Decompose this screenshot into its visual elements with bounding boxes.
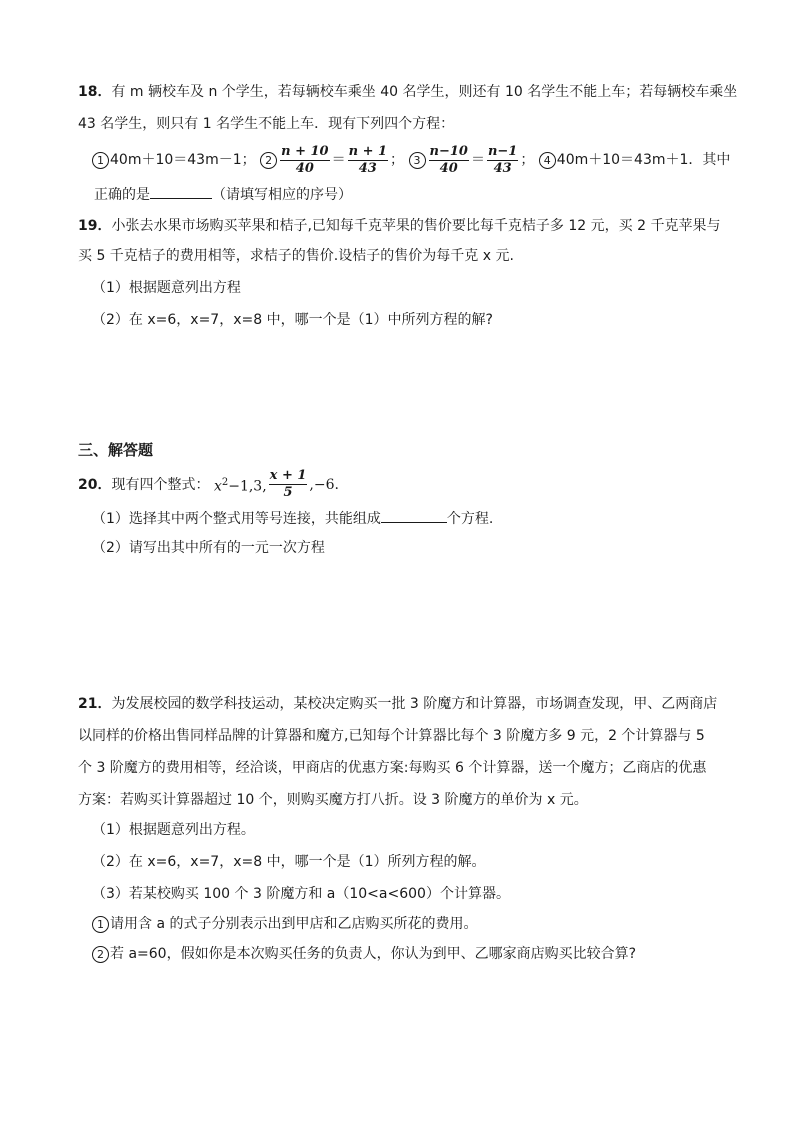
q18-opt2-frac1-num: n + 10 xyxy=(281,143,329,159)
q20-fraction xyxy=(269,468,308,501)
q21-item1-marker: 1 xyxy=(92,916,109,933)
q18-opt3-frac2-num: n−1 xyxy=(487,143,518,159)
q18-options xyxy=(92,140,730,180)
q20-frac-num: x + 1 xyxy=(269,468,307,484)
q20-frac-den: 5 xyxy=(283,485,293,501)
q20-sub1-blank[interactable] xyxy=(381,508,447,523)
q18-opt3-frac2 xyxy=(487,144,518,177)
q19-line1 xyxy=(78,216,720,236)
q18-number: 18． xyxy=(78,84,112,100)
q20-number: 20． xyxy=(78,476,112,493)
q18-opt2-marker: 2 xyxy=(260,152,277,169)
q21-item1 xyxy=(92,914,477,934)
q21-line3: 个 3 阶魔方的费用相等，经洽谈，甲商店的优惠方案:每购买 6 个计算器，送一个魔方；乙商店的优惠 xyxy=(78,760,707,776)
q18-opt3-frac1-den: 40 xyxy=(439,160,458,176)
q18-opt3-equals: ＝ xyxy=(470,152,485,168)
q18-opt3-frac1-num: n−10 xyxy=(429,143,468,159)
q20-sub2: （2）请写出其中所有的一元一次方程 xyxy=(92,540,325,556)
q18-text-line1: 有 m 辆校车及 n 个学生，若每辆校车乘坐 40 名学生，则还有 10 名学生不能上车；若每辆校车乘坐 xyxy=(111,84,738,100)
q18-opt1-marker: 1 xyxy=(92,152,109,169)
q21-number: 21． xyxy=(78,696,112,712)
q19-text-line1: 小张去水果市场购买苹果和桔子,已知每千克苹果的售价要比每千克桔子多 12 元，买 2 千克苹果与 xyxy=(111,218,721,234)
q19-line2: 买 5 千克桔子的费用相等，求桔子的售价.设桔子的售价为每千克 x 元. xyxy=(78,248,514,264)
q19-number: 19． xyxy=(78,218,112,234)
q18-opt3-sep: ； xyxy=(520,152,535,168)
q20-sub1-suffix: 个方程. xyxy=(446,511,494,527)
q18-answer-blank[interactable] xyxy=(150,184,212,199)
q18-answer-suffix: （请填写相应的序号） xyxy=(212,187,352,203)
q19-sub2: （2）在 x=6，x=7，x=8 中，哪一个是（1）中所列方程的解? xyxy=(92,312,493,328)
q20-expr1-rest: −1,3, xyxy=(228,478,267,495)
q18-opt2-frac2-den: 43 xyxy=(358,160,377,176)
q18-line4 xyxy=(94,184,352,205)
q20-expr1-sup: 2 xyxy=(221,477,229,488)
q21-item2-marker: 2 xyxy=(92,946,109,963)
q18-opt2-frac1-den: 40 xyxy=(295,160,314,176)
q21-sub1: （1）根据题意列出方程。 xyxy=(92,822,255,838)
q20-expressions xyxy=(214,466,267,504)
q18-opt1-text: 40m＋10＝43m－1； xyxy=(110,152,256,168)
q21-sub2: （2）在 x=6，x=7，x=8 中，哪一个是（1）所列方程的解。 xyxy=(92,854,486,870)
q18-opt2-frac2 xyxy=(348,144,388,177)
q20-sub1 xyxy=(92,508,493,529)
section-title: 三、解答题 xyxy=(78,441,154,459)
q18-opt2-frac2-num: n + 1 xyxy=(348,143,388,159)
q21-line4: 方案：若购买计算器超过 10 个，则购买魔方打八折。设 3 阶魔方的单价为 x 元。 xyxy=(78,792,588,808)
q18-line1 xyxy=(78,82,737,102)
q18-opt3-marker: 3 xyxy=(409,152,426,169)
q21-item2 xyxy=(92,944,636,964)
q20-line1 xyxy=(78,466,339,504)
q18-opt2-sep: ； xyxy=(390,152,405,168)
q18-opt2-equals: ＝ xyxy=(331,152,346,168)
q21-line2: 以同样的价格出售同样品牌的计算器和魔方,已知每个计算器比每个 3 阶魔方多 9 元，2 个计算器与 5 xyxy=(78,728,705,744)
q20-sub1-prefix: （1）选择其中两个整式用等号连接，共能组成 xyxy=(92,511,381,527)
q21-text-line1: 为发展校园的数学科技运动，某校决定购买一批 3 阶魔方和计算器，市场调查发现，甲、乙两商店 xyxy=(111,696,718,712)
q21-line1 xyxy=(78,694,717,714)
q20-intro: 现有四个整式： xyxy=(111,476,210,493)
q18-opt3-frac2-den: 43 xyxy=(493,160,512,176)
q19-sub1: （1）根据题意列出方程 xyxy=(92,280,241,296)
q18-opt2-frac1 xyxy=(280,144,330,177)
q18-opt4-marker: 4 xyxy=(539,152,556,169)
q20-expr-tail: ,−6. xyxy=(309,476,339,493)
q18-answer-prefix: 正确的是 xyxy=(94,187,150,203)
q18-opt3-frac1 xyxy=(429,144,469,177)
q21-item2-text: 若 a=60，假如你是本次购买任务的负责人，你认为到甲、乙哪家商店购买比较合算? xyxy=(110,946,637,962)
q20-expr1-base: x xyxy=(213,478,222,495)
q18-opt4-text: 40m＋10＝43m＋1．其中 xyxy=(556,152,731,168)
q21-sub3: （3）若某校购买 100 个 3 阶魔方和 a（10<a<600）个计算器。 xyxy=(92,886,510,902)
q18-line2: 43 名学生，则只有 1 名学生不能上车．现有下列四个方程： xyxy=(78,116,455,132)
q21-item1-text: 请用含 a 的式子分别表示出到甲店和乙店购买所花的费用。 xyxy=(110,916,478,932)
